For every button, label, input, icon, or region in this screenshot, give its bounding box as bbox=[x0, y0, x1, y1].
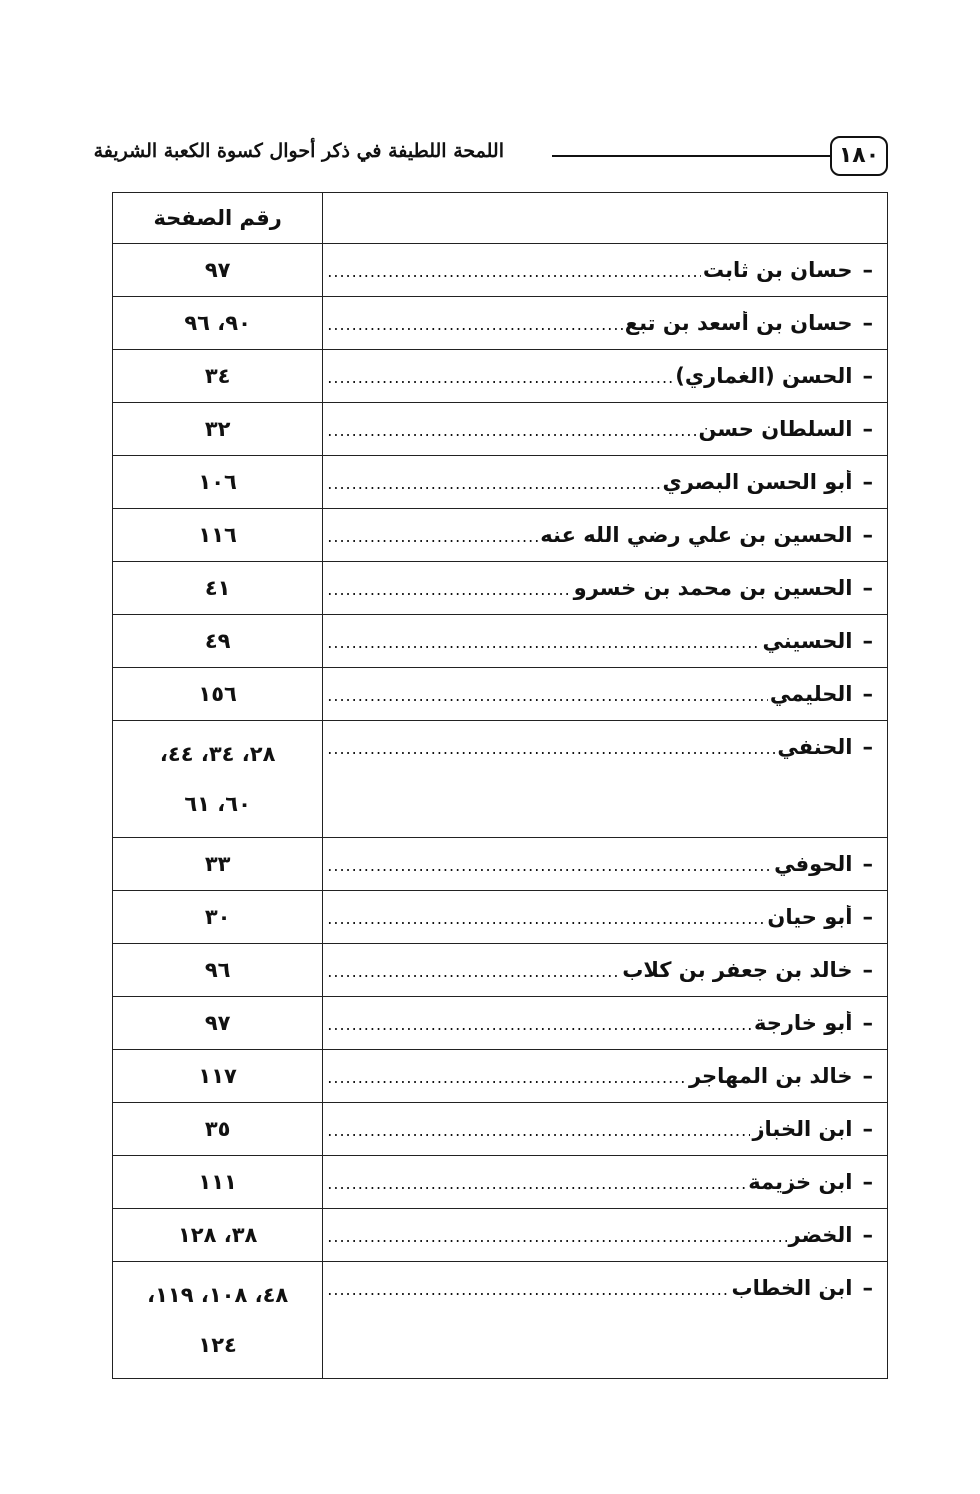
entry-pages-cell bbox=[113, 1262, 323, 1379]
dot-leader bbox=[327, 1121, 750, 1140]
entry-pages-cell bbox=[113, 562, 323, 615]
table-header-row bbox=[113, 193, 888, 244]
entry-pages-cell bbox=[113, 509, 323, 562]
table-row bbox=[113, 297, 888, 350]
entry-pages-cell bbox=[113, 403, 323, 456]
entry-dash: – bbox=[862, 417, 873, 441]
entry-dash: – bbox=[862, 1276, 873, 1300]
entry-name-cell bbox=[323, 997, 888, 1050]
table-row bbox=[113, 1262, 888, 1379]
entry-name-cell bbox=[323, 1103, 888, 1156]
entry-name-cell bbox=[323, 1050, 888, 1103]
entry-page-numbers: ٩٦ bbox=[204, 958, 231, 982]
dot-leader bbox=[327, 856, 772, 875]
page-number: ١٨٠ bbox=[830, 136, 888, 176]
entry-name: الخضر bbox=[788, 1223, 853, 1247]
dot-leader bbox=[327, 633, 760, 652]
entry-name: أبو خارجة bbox=[753, 1011, 853, 1035]
table-row bbox=[113, 350, 888, 403]
entry-page-numbers: ١١٦ bbox=[198, 523, 237, 547]
table-row bbox=[113, 403, 888, 456]
entry-page-numbers: ٤١ bbox=[204, 576, 231, 600]
entry-name-cell bbox=[323, 721, 888, 838]
dot-leader bbox=[327, 686, 768, 705]
entry-name: خالد بن المهاجر bbox=[688, 1064, 853, 1088]
entry-name: الحسين بن محمد بن خسرو bbox=[573, 576, 853, 600]
entry-page-numbers: ١٠٦ bbox=[198, 470, 237, 494]
entry-page-numbers: ٣٣ bbox=[204, 852, 231, 876]
dot-leader bbox=[327, 1227, 786, 1246]
entry-page-numbers: ٢٨، ٣٤، ٤٤، bbox=[159, 742, 276, 766]
entry-pages-cell bbox=[113, 456, 323, 509]
dot-leader bbox=[327, 739, 775, 758]
dot-leader bbox=[327, 909, 765, 928]
entry-dash: – bbox=[862, 576, 873, 600]
entry-name-cell bbox=[323, 297, 888, 350]
entry-pages-cell bbox=[113, 615, 323, 668]
entry-pages-cell bbox=[113, 997, 323, 1050]
entry-page-numbers: ٣٥ bbox=[204, 1117, 231, 1141]
table-row bbox=[113, 562, 888, 615]
dot-leader bbox=[327, 315, 622, 334]
entry-name-cell bbox=[323, 244, 888, 297]
table-row bbox=[113, 1156, 888, 1209]
entry-name: الحوفي bbox=[774, 852, 853, 876]
table-row bbox=[113, 891, 888, 944]
entry-name: ابن الخطاب bbox=[731, 1276, 853, 1300]
entry-dash: – bbox=[862, 1170, 873, 1194]
entry-pages-cell bbox=[113, 944, 323, 997]
dot-leader bbox=[327, 527, 538, 546]
entry-page-numbers: ٣٠ bbox=[204, 905, 231, 929]
table-row bbox=[113, 509, 888, 562]
entry-dash: – bbox=[862, 258, 873, 282]
entry-name: الحسن (الغماري) bbox=[675, 364, 853, 388]
entry-name-cell bbox=[323, 944, 888, 997]
dot-leader bbox=[327, 368, 673, 387]
entry-dash: – bbox=[862, 735, 873, 759]
entry-dash: – bbox=[862, 523, 873, 547]
entry-name: خالد بن جعفر بن كلاب bbox=[622, 958, 853, 982]
table-row bbox=[113, 1209, 888, 1262]
entry-page-numbers: ٩٧ bbox=[204, 1011, 231, 1035]
entry-page-numbers: ٤٩ bbox=[204, 629, 231, 653]
entry-name: أبو حيان bbox=[767, 905, 853, 929]
entry-name-cell bbox=[323, 838, 888, 891]
entry-name: الحسين بن علي رضي الله عنه bbox=[540, 523, 853, 547]
entry-page-numbers: ٩٠، ٩٦ bbox=[184, 311, 251, 335]
entry-name: أبو الحسن البصري bbox=[662, 470, 853, 494]
entry-page-numbers: ١٢٤ bbox=[198, 1333, 237, 1357]
entry-name: الحليمي bbox=[769, 682, 853, 706]
entry-page-numbers: ١٥٦ bbox=[198, 682, 237, 706]
entry-page-numbers: ٣٤ bbox=[204, 364, 231, 388]
entry-dash: – bbox=[862, 364, 873, 388]
entry-pages-cell bbox=[113, 350, 323, 403]
dot-leader bbox=[327, 1280, 729, 1299]
dot-leader bbox=[327, 474, 660, 493]
entry-pages-cell bbox=[113, 244, 323, 297]
entry-page-numbers: ١١١ bbox=[198, 1170, 237, 1194]
entry-name-cell bbox=[323, 891, 888, 944]
dot-leader bbox=[327, 1068, 687, 1087]
entry-name-cell bbox=[323, 1262, 888, 1379]
dot-leader bbox=[327, 1015, 752, 1034]
entry-name-cell bbox=[323, 509, 888, 562]
dot-leader bbox=[327, 580, 571, 599]
table-row bbox=[113, 615, 888, 668]
table-row bbox=[113, 838, 888, 891]
entry-name-cell bbox=[323, 456, 888, 509]
entry-pages-cell bbox=[113, 891, 323, 944]
entry-pages-cell bbox=[113, 1156, 323, 1209]
dot-leader bbox=[327, 962, 620, 981]
entry-page-numbers: ١١٧ bbox=[198, 1064, 237, 1088]
table-row bbox=[113, 721, 888, 838]
entry-pages-cell bbox=[113, 1050, 323, 1103]
entry-dash: – bbox=[862, 905, 873, 929]
table-row bbox=[113, 1050, 888, 1103]
entry-dash: – bbox=[862, 1117, 873, 1141]
page-header-cell: رقم الصفحة bbox=[113, 193, 323, 244]
entry-name-cell bbox=[323, 1209, 888, 1262]
entry-dash: – bbox=[862, 682, 873, 706]
running-title: اللمحة اللطيفة في ذكر أحوال كسوة الكعبة الشريفة bbox=[93, 140, 504, 162]
entry-pages-cell bbox=[113, 297, 323, 350]
entry-dash: – bbox=[862, 470, 873, 494]
entry-page-numbers: ٩٧ bbox=[204, 258, 231, 282]
entry-dash: – bbox=[862, 1064, 873, 1088]
entry-name: حسان بن أسعد بن تبع bbox=[624, 311, 853, 335]
entry-dash: – bbox=[862, 1223, 873, 1247]
running-header bbox=[93, 136, 890, 180]
dot-leader bbox=[327, 1174, 746, 1193]
entry-dash: – bbox=[862, 958, 873, 982]
entry-name-cell bbox=[323, 1156, 888, 1209]
entry-name: السلطان حسن bbox=[698, 417, 853, 441]
table-row bbox=[113, 456, 888, 509]
entry-dash: – bbox=[862, 852, 873, 876]
entry-page-numbers: ٤٨، ١٠٨، ١١٩، bbox=[147, 1283, 289, 1307]
entry-name-cell bbox=[323, 403, 888, 456]
entry-pages-cell bbox=[113, 668, 323, 721]
entry-pages-cell bbox=[113, 1209, 323, 1262]
entry-page-numbers: ٣٨، ١٢٨ bbox=[177, 1223, 258, 1247]
name-header-cell bbox=[323, 193, 888, 244]
index-table bbox=[112, 192, 888, 1379]
entry-dash: – bbox=[862, 1011, 873, 1035]
entry-name: الحسيني bbox=[762, 629, 853, 653]
entry-pages-cell bbox=[113, 838, 323, 891]
entry-page-numbers: ٦٠، ٦١ bbox=[184, 792, 251, 816]
table-row bbox=[113, 997, 888, 1050]
entry-name-cell bbox=[323, 668, 888, 721]
table-row bbox=[113, 1103, 888, 1156]
entry-page-numbers: ٣٢ bbox=[204, 417, 231, 441]
table-row bbox=[113, 944, 888, 997]
entry-name: ابن الخباز bbox=[752, 1117, 853, 1141]
entry-dash: – bbox=[862, 629, 873, 653]
entry-name-cell bbox=[323, 562, 888, 615]
entry-name: الحنفي bbox=[777, 735, 853, 759]
entry-pages-cell bbox=[113, 1103, 323, 1156]
table-row bbox=[113, 244, 888, 297]
entry-name: حسان بن ثابت bbox=[702, 258, 853, 282]
header-rule bbox=[552, 155, 832, 157]
entry-pages-cell bbox=[113, 721, 323, 838]
entry-dash: – bbox=[862, 311, 873, 335]
dot-leader bbox=[327, 421, 696, 440]
table-row bbox=[113, 668, 888, 721]
entry-name-cell bbox=[323, 350, 888, 403]
entry-name: ابن خزيمة bbox=[748, 1170, 853, 1194]
entry-name-cell bbox=[323, 615, 888, 668]
dot-leader bbox=[327, 262, 701, 281]
